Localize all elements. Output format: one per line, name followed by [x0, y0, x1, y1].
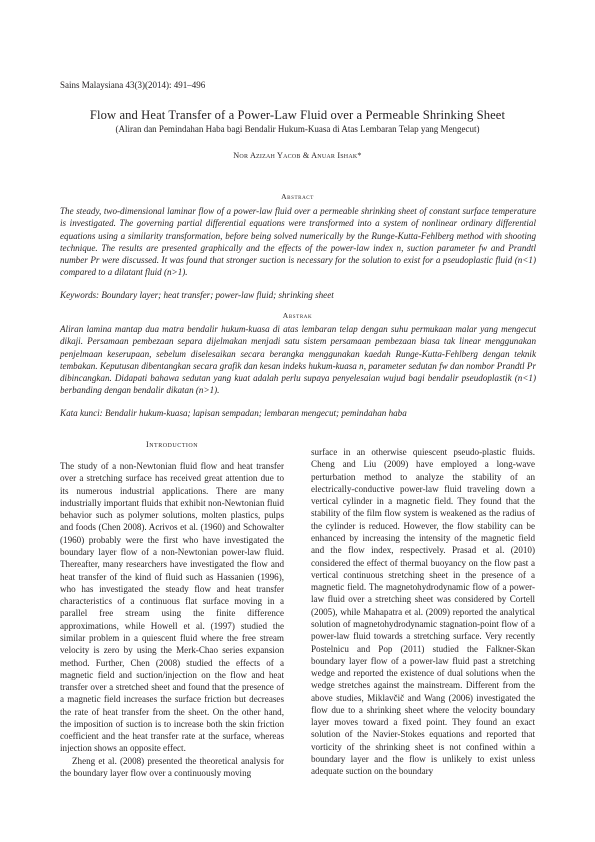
- author-list: Nor Azizah Yacob & Anuar Ishak*: [233, 151, 362, 160]
- intro-paragraph-1: The study of a non-Newtonian fluid flow and heat transfer over a stretching surface has received great attention due to its numerous industrial applications. There are many industrially important fluids that exhibit non-Newtonian fluid behavior such as polymer solutions, molten plastics, pulps and foods (Chen 2008). Acrivos et al. (1960) and Schowalter (1960) probably were the first who have investigated the boundary layer flow of a non-Newtonian power-law fluid. Thereafter, many researchers have investigated the flow and heat transfer of the kind of fluid such as Hassanien (1996), who has investigated the steady flow and heat transfer characteristics of a continuous flat surface moving in a parallel free stream using the finite difference approximations, while Howell et al. (1997) studied the similar problem in a quiescent fluid where the free stream velocity is zero by using the Merk-Chao series expansion method. Further, Chen (2008) studied the effects of a magnetic field and suction/injection on the flow and heat transfer over a stretched sheet and found that the presence of a magnetic field increases the surface friction but decreases the rate of heat transfer from the sheet. On the other hand, the imposition of suction is to increase both the skin friction coefficient and the heat transfer rate at the surface, whereas injection shows an opposite effect.: [60, 461, 284, 754]
- introduction-heading: Introduction: [145, 440, 199, 449]
- abstrak-keywords: Kata kunci: Bendalir hukum-kuasa; lapisan sempadan; lembaran mengecut; pemindahan haba: [60, 408, 407, 418]
- intro-paragraph-3: surface in an otherwise quiescent pseudo-plastic fluids. Cheng and Liu (2009) have employed a long-wave perturbation method to analyze the stability of an electrically-conductive power-law fluid traveling down a vertical cylinder in a magnetic field. They found that the stability of the film flow system is weakened as the radius of the cylinder is reduced. However, the flow stability can be enhanced by increasing the intensity of the magnetic field and the flow index, respectively. Prasad et al. (2010) considered the effect of thermal buoyancy on the flow past a vertical continuous stretching sheet in the presence of a magnetic field. The magnetohydrodynamic flow of a power-law fluid over a stretching sheet was considered by Cortell (2005), while Mahapatra et al. (2009) reported the analytical solution of magnetohydrodynamic stagnation-point flow of a power-law fluid towards a stretching surface. Very recently Postelnicu and Pop (2011) studied the Falkner-Skan boundary layer flow of a power-law fluid past a stretching wedge and reported the existence of dual solutions when the wedge stretches against the mainstream. Different from the above studies, Miklavčič and Wang (2006) investigated the flow due to a shrinking sheet where the velocity boundary layer moves toward a fixed point. They found an exact solution of the Navier-Stokes equations and reported that vorticity of the shrinking sheet is not confined within a boundary layer and the flow is unlikely to exist unless adequate suction on the boundary: [311, 447, 535, 777]
- abstrak-heading: Abstrak: [282, 311, 313, 320]
- abstrak-text: Aliran lamina mantap dua matra bendalir hukum-kuasa di atas lembaran telap dengan suhu permukaan malar yang mengecut dikaji. Persamaan pembezaan separa dijelmakan menjadi satu sistem persamaan pembezaan biasa tak linear menggunakan penjelmaan keserupaan, sebelum diselesaikan secara berangka menggunakan kaedah Runge-Kutta-Fehlberg dengan teknik tembakan. Keputusan dibentangkan secara grafik dan kesan indeks hukum-kuasa n, parameter sedutan fw dan nombor Prandtl Pr dibincangkan. Didapati bahawa sedutan yang kuat adalah perlu supaya penyelesaian wujud bagi bendalir pseudoplastik (n<1) berbanding dengan bendalir dikatan (n>1).: [60, 324, 536, 396]
- journal-reference: Sains Malaysiana 43(3)(2014): 491–496: [60, 80, 206, 90]
- right-column: [311, 446, 535, 778]
- intro-paragraph-2: Zheng et al. (2008) presented the theoretical analysis for the boundary layer flow over a continuously moving: [60, 755, 284, 779]
- abstract-keywords: Keywords: Boundary layer; heat transfer; power-law fluid; shrinking sheet: [60, 290, 334, 300]
- left-column: [60, 460, 284, 779]
- abstract-text: The steady, two-dimensional laminar flow of a power-law fluid over a permeable shrinking sheet of constant surface temperature is investigated. The governing partial differential equations were transformed into a system of nonlinear ordinary differential equations using a similarity transformation, before being solved numerically by the Runge-Kutta-Fehlberg method with shooting technique. The results are presented graphically and the effects of the power-law index n, suction parameter fw and Prandtl number Pr were discussed. It was found that stronger suction is necessary for the solution to exist for a pseudoplastic fluid (n<1) compared to a dilatant fluid (n>1).: [60, 206, 536, 278]
- abstract-heading: Abstract: [281, 192, 314, 201]
- paper-subtitle: (Aliran dan Pemindahan Haba bagi Bendalir Hukum-Kuasa di Atas Lembaran Telap yang Mengecut): [115, 124, 480, 134]
- paper-title: Flow and Heat Transfer of a Power-Law Fluid over a Permeable Shrinking Sheet: [89, 108, 506, 122]
